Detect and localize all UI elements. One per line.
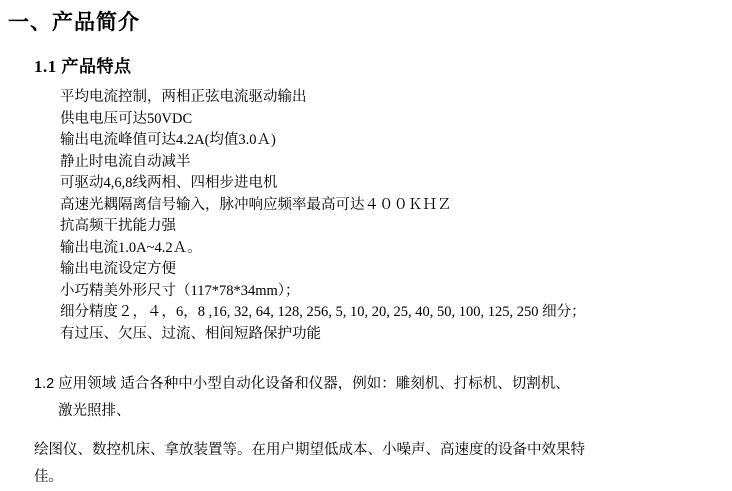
document-page: [0, 6, 732, 489]
section-1-2-line-2: 激光照排、: [58, 403, 131, 419]
list-item: 静止时电流自动减半: [60, 153, 191, 170]
list-item: 抗高频干扰能力强: [60, 218, 176, 234]
section-1-2: [34, 371, 732, 491]
list-item: 细分精度２，４，6，8 ,16, 32, 64, 128, 256, 5, 10, 20, 25, 40, 50, 100, 125, 250 细分；: [60, 304, 586, 320]
page-title: 一、产品简介: [8, 10, 140, 34]
section-1-2-line-3: 绘图仪、数控机床、拿放装置等。在用户期望低成本、小噪声、高速度的设备中效果特: [34, 442, 585, 458]
list-item: 小巧精美外形尺寸（117*78*34mm）；: [60, 282, 300, 299]
section-heading-1-1: 1.1 产品特点: [34, 57, 132, 76]
list-item: 输出电流1.0A~4.2Ａ。: [60, 239, 202, 256]
list-item: 平均电流控制，两相正弦电流驱动输出: [60, 89, 307, 105]
list-item: 高速光耦隔离信号输入，脉冲响应频率最高可达４００ＫＨＺ: [60, 196, 452, 213]
list-item: 可驱动4,6,8线两相、四相步进电机: [60, 175, 278, 191]
list-item: 输出电流峰值可达4.2A(均值3.0Ａ): [60, 132, 276, 148]
list-item: 有过压、欠压、过流、相间短路保护功能: [60, 325, 321, 342]
list-item: 输出电流设定方便: [60, 261, 176, 277]
list-item: 供电电压可达50VDC: [60, 110, 193, 127]
section-1-2-line-1: 1.2 应用领域 适合各种中小型自动化设备和仪器，例如：雕刻机、打标机、切割机、: [34, 376, 570, 392]
section-1-2-line-4: 佳。: [34, 469, 63, 485]
feature-list: [60, 87, 732, 345]
